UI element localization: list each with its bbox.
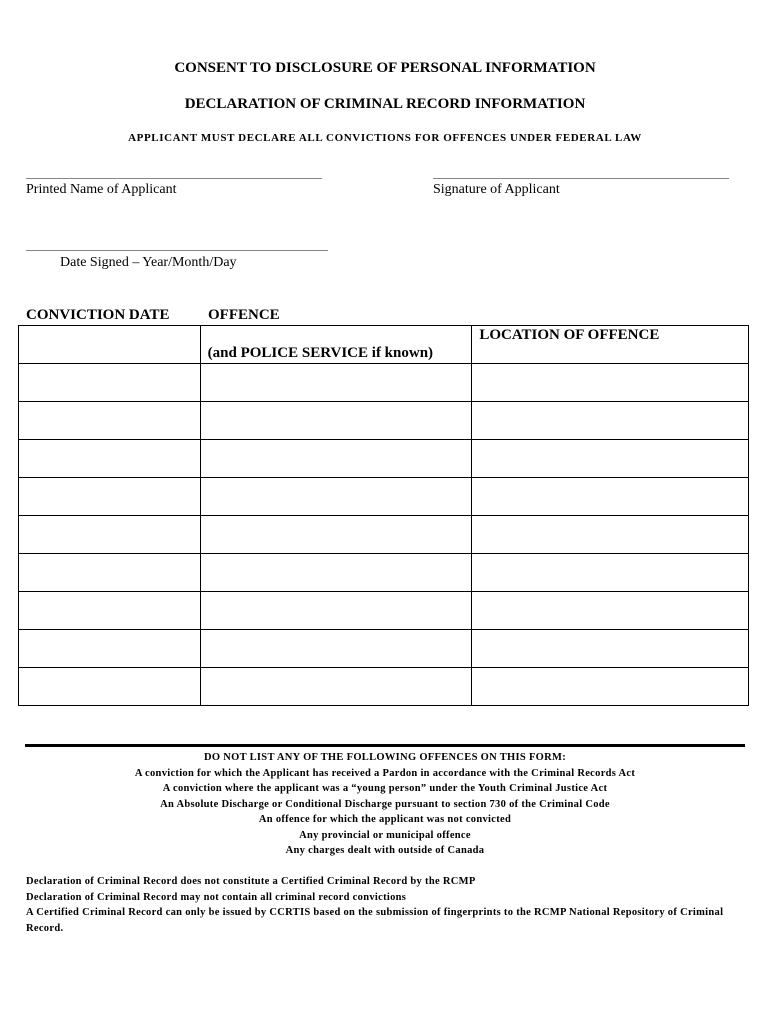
conviction-date-cell[interactable] <box>19 668 201 706</box>
table-header-row <box>19 326 749 364</box>
table-row <box>19 364 749 402</box>
date-signed-field[interactable] <box>26 250 328 251</box>
location-cell[interactable] <box>472 630 749 668</box>
footer-line: A Certified Criminal Record can only be issued by CCRTIS based on the submission of fingerprints to the RCMP National Repository of Criminal Record. <box>26 907 724 934</box>
conviction-date-cell[interactable] <box>19 402 201 440</box>
table-row <box>19 478 749 516</box>
exclusion-item: An Absolute Discharge or Conditional Discharge pursuant to section 730 of the Criminal Code <box>160 798 610 810</box>
printed-name-label: Printed Name of Applicant <box>26 182 177 197</box>
offence-cell[interactable] <box>200 554 472 592</box>
signature-label: Signature of Applicant <box>433 182 560 197</box>
offence-cell[interactable] <box>200 478 472 516</box>
exclusion-item: Any charges dealt with outside of Canada <box>285 845 485 856</box>
conviction-table <box>18 325 749 706</box>
offence-cell[interactable] <box>200 592 472 630</box>
table-row <box>19 516 749 554</box>
offence-cell[interactable] <box>200 630 472 668</box>
location-cell[interactable] <box>472 516 749 554</box>
form-subtitle: DECLARATION OF CRIMINAL RECORD INFORMATION <box>184 96 586 112</box>
offence-cell[interactable] <box>200 364 472 402</box>
conviction-date-cell[interactable] <box>19 592 201 630</box>
location-cell[interactable] <box>472 668 749 706</box>
table-row <box>19 402 749 440</box>
exclusion-item: A conviction for which the Applicant has received a Pardon in accordance with the Criminal Records Act <box>134 767 636 779</box>
signature-field[interactable] <box>433 178 729 179</box>
declaration-instruction: APPLICANT MUST DECLARE ALL CONVICTIONS FOR OFFENCES UNDER FEDERAL LAW <box>128 132 642 144</box>
conviction-date-cell[interactable] <box>19 554 201 592</box>
table-row <box>19 592 749 630</box>
date-signed-label: Date Signed – Year/Month/Day <box>60 255 237 270</box>
exclusion-item: A conviction where the applicant was a “young person” under the Youth Criminal Justice Act <box>162 783 608 794</box>
location-cell[interactable] <box>472 554 749 592</box>
footer-line: Declaration of Criminal Record does not constitute a Certified Criminal Record by the RCMP <box>26 876 476 887</box>
conviction-date-cell[interactable] <box>19 478 201 516</box>
table-cell <box>472 326 749 364</box>
exclusions-heading: DO NOT LIST ANY OF THE FOLLOWING OFFENCES ON THIS FORM: <box>203 752 567 763</box>
exclusion-item: An offence for which the applicant was not convicted <box>258 814 512 825</box>
table-row <box>19 554 749 592</box>
offence-cell[interactable] <box>200 668 472 706</box>
offence-subheader: (and POLICE SERVICE if known) <box>207 345 434 361</box>
offence-cell[interactable] <box>200 402 472 440</box>
table-row <box>19 630 749 668</box>
offence-cell[interactable] <box>200 516 472 554</box>
table-row <box>19 668 749 706</box>
offence-cell[interactable] <box>200 440 472 478</box>
conviction-date-cell[interactable] <box>19 440 201 478</box>
location-cell[interactable] <box>472 402 749 440</box>
table-row <box>19 440 749 478</box>
location-cell[interactable] <box>472 592 749 630</box>
conviction-date-cell[interactable] <box>19 630 201 668</box>
conviction-date-header: CONVICTION DATE <box>26 307 170 323</box>
table-cell <box>19 326 201 364</box>
exclusions-block <box>0 750 770 859</box>
location-header: LOCATION OF OFFENCE <box>479 327 660 343</box>
conviction-date-cell[interactable] <box>19 364 201 402</box>
location-cell[interactable] <box>472 440 749 478</box>
footer-line: Declaration of Criminal Record may not contain all criminal record convictions <box>26 891 407 903</box>
form-title: CONSENT TO DISCLOSURE OF PERSONAL INFORMATION <box>174 60 596 76</box>
conviction-date-cell[interactable] <box>19 516 201 554</box>
footer-notes <box>26 874 744 936</box>
offence-header: OFFENCE <box>208 307 280 323</box>
table-cell <box>200 326 472 364</box>
location-cell[interactable] <box>472 364 749 402</box>
printed-name-field[interactable] <box>26 178 322 179</box>
section-divider <box>25 744 745 747</box>
location-cell[interactable] <box>472 478 749 516</box>
exclusion-item: Any provincial or municipal offence <box>299 829 471 841</box>
